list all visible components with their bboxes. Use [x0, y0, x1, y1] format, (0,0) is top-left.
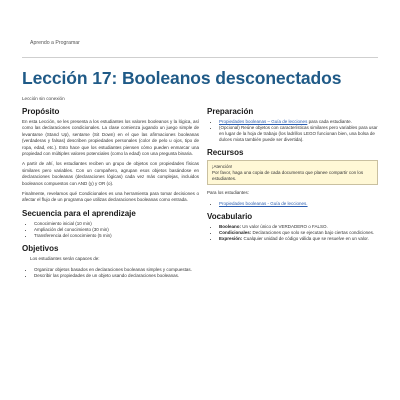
left-column [22, 107, 199, 284]
preparacion-heading: Preparación [207, 107, 254, 116]
right-column [207, 107, 378, 247]
secuencia-item: • Transferencia del conocimiento (5 min) [34, 233, 199, 239]
secuencia-list [22, 221, 199, 239]
preparacion-list [207, 119, 378, 143]
vocab-term: Expresión: [219, 235, 243, 241]
objetivos-heading: Objetivos [22, 244, 59, 254]
attention-callout [207, 160, 378, 185]
vocab-definition: Un valor único de VERDADERO o FALSO. [241, 223, 328, 229]
page-title: Lección 17: Booleanos desconectados [22, 68, 342, 88]
student-resources-list [207, 201, 378, 207]
secuencia-heading: Secuencia para el aprendizaje [22, 208, 136, 218]
objetivos-intro: Los estudiantes serán capaces de: [30, 256, 100, 262]
secuencia-item: • Ampliación del conocimiento (30 min) [34, 227, 199, 233]
header-divider [22, 57, 378, 58]
student-guide-link[interactable]: Propiedades booleanas - Guía de lecciones. [219, 200, 308, 206]
objetivos-list [22, 267, 199, 279]
vocabulario-heading: Vocabulario [207, 211, 253, 221]
objetivo-item: • Organizar objetos basados en declaraciones booleanas simples y compuestas. [34, 267, 199, 273]
secuencia-item: • Conocimiento inicial (10 min) [34, 221, 199, 227]
objetivo-item: • Describir las propiedades de un objeto usando declaraciones booleanas. [34, 273, 199, 279]
vocab-definition: Declaraciones que solo se ejecutan bajo ciertas condiciones. [251, 229, 375, 235]
proposito-paragraph-3: Finalmente, revelamos qué Condicionales es una herramienta para tomar decisiones o afectar el flujo de un programa que utilizas declaraciones booleanas como entrada. [22, 191, 199, 203]
recursos-heading: Recursos [207, 148, 244, 158]
preparacion-item [219, 125, 378, 143]
callout-text: Por favor, haga una copia de cada documento que planee compartir con los estudiantes. [212, 169, 364, 181]
preparacion-item-text: para cada estudiante. [307, 119, 352, 124]
vocab-definition: Cualquier unidad de código válida que se resuelve en un valor. [242, 235, 369, 241]
preparacion-item-text: (Opcional) Reúne objetos con características similares pero variables para usar en lugar de la hoja de trabajo (los ladrillos LEGO funcionan bien, una bolsa de dulces mixta también puede ser divertida). [219, 125, 378, 143]
vocab-term: Condicionales: [219, 229, 252, 235]
vocab-item [219, 236, 378, 242]
student-resource-item [219, 201, 378, 207]
header-label: Aprendo a Programar [30, 40, 80, 46]
callout-title: ¡Atención! [212, 164, 233, 170]
proposito-paragraph-2: A partir de ahí, los estudiantes reciben un grupo de objetos con propiedades físicas similares pero variables. Con un compañero, agrupan esos objetos basándose en declaraciones booleanas (declaraciones lógicas) cada vez más complejas, incluidos booleanos compuestos con AND (y) y OR (o). [22, 161, 199, 186]
page-subtitle: Lección sin conexión [22, 96, 65, 101]
guia-lecciones-link[interactable]: Propiedades booleanas – Guía de lecciones [219, 119, 308, 124]
for-students-label: Para los estudiantes: [207, 190, 250, 196]
proposito-paragraph-1: En esta Lección, se les presenta a los estudiantes los valores booleanos y la lógica, así como las declaraciones condicionales. La clase comienza jugando un juego simple de levantarse (Stand Up), sentarse (Sit Down) en el que las afirmaciones booleanas (verdaderas y falsas) describen propiedades personales (color de pelo u ojos, tipo de ropa, edad, etc.). Esto hace que los estudiantes piensen cómo pueden enmarcar una propiedad con múltiples valores potenciales (como la edad) con una pregunta binaria. [22, 119, 199, 157]
vocab-term: Booleano: [219, 223, 241, 229]
vocabulario-list [207, 224, 378, 242]
proposito-heading: Propósito [22, 107, 60, 116]
